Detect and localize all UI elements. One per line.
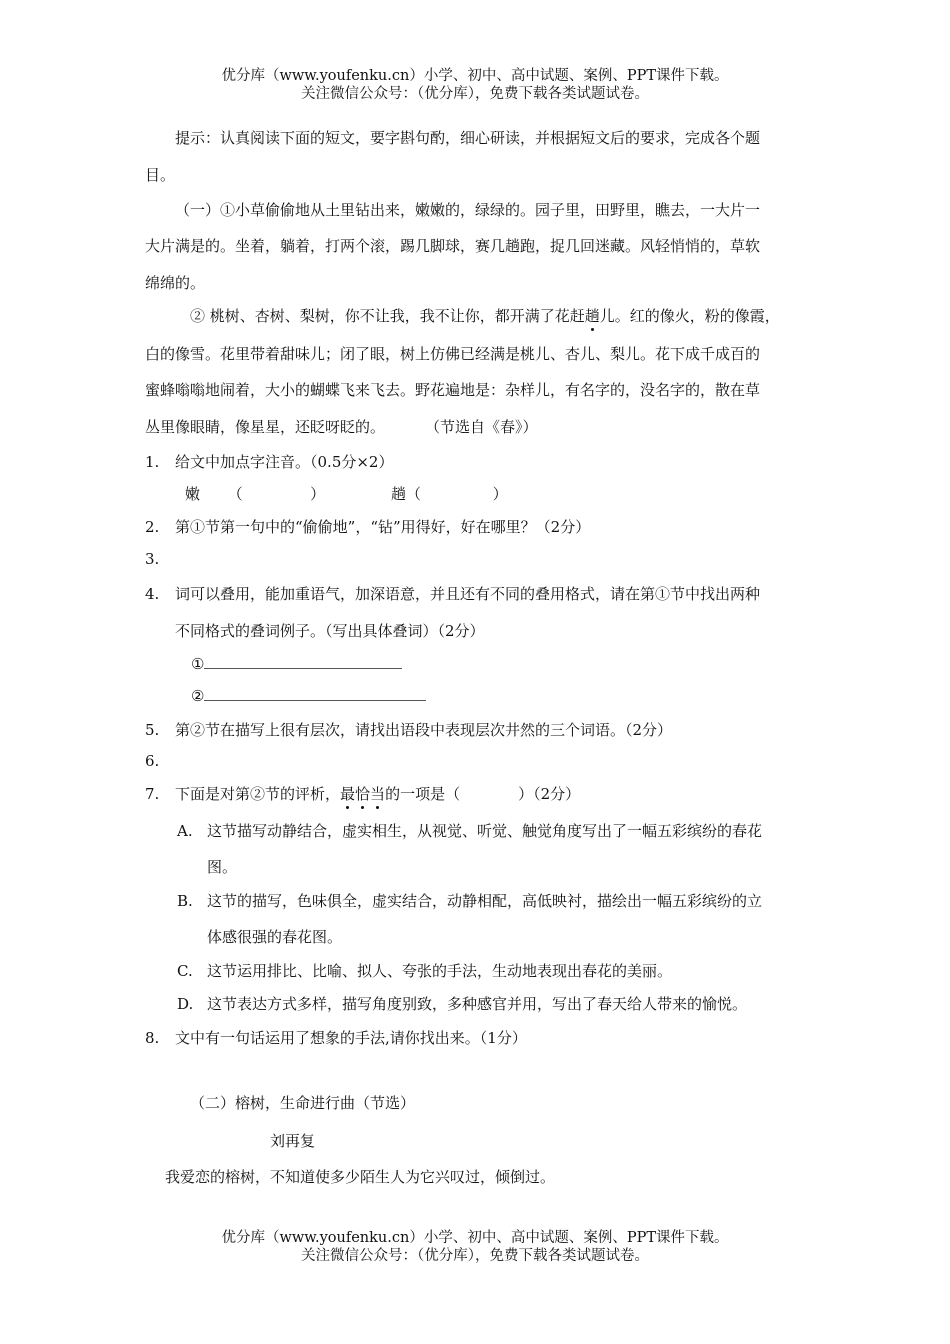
question-7-number: 7. [145, 785, 160, 803]
option-d [177, 993, 747, 1014]
question-5 [145, 719, 672, 740]
option-a-line2: 图。 [207, 858, 238, 876]
answer-b-marker: ② [191, 687, 205, 705]
passage1-p2-line4-text: 丛里像眼睛，像星星，还眨呀眨的。 [145, 418, 386, 436]
passage1-p1-line2: 大片满是的。坐着，躺着，打两个滚，踢几脚球，赛几趟跑，捉几回迷藏。风轻悄悄的，草软 [145, 237, 761, 255]
passage2-title: （二）榕树，生命进行曲（节选） [190, 1094, 416, 1112]
question-4-number: 4. [145, 585, 160, 603]
option-c [177, 960, 672, 981]
option-b-label: B. [177, 892, 193, 910]
blank-b-char: 趟 [391, 485, 407, 503]
question-7 [145, 783, 580, 804]
question-8-number: 8. [145, 1029, 160, 1047]
option-a [177, 820, 762, 841]
question-4-line1: 词可以叠用，能加重语气，加深语意，并且还有不同的叠用格式，请在第①节中找出两种 [175, 585, 761, 603]
dotted-char-tang: 趟 [584, 307, 600, 325]
option-d-label: D. [177, 995, 194, 1013]
question-6-number: 6. [145, 752, 160, 770]
question-3-number: 3. [145, 550, 160, 568]
question-1-text: 给文中加点字注音。（0.5分×2） [175, 453, 394, 471]
passage1-p2-line2: 白的像雪。花里带着甜味儿；闭了眼，树上仿佛已经满是桃儿、杏儿、梨儿。花下成千成百的 [145, 345, 761, 363]
question-7-text-c: ）（2分） [518, 785, 581, 803]
tip-line-1: 提示：认真阅读下面的短文，要字斟句酌，细心研读，并根据短文后的要求，完成各个题 [175, 129, 761, 147]
question-2-text: 第①节第一句中的“偷偷地”，“钻”用得好，好在哪里？（2分） [175, 518, 591, 536]
question-4-answer-a [191, 654, 402, 673]
option-d-line1: 这节表达方式多样，描写角度别致，多种感官并用，写出了春天给人带来的愉悦。 [207, 995, 748, 1013]
question-4 [145, 583, 760, 604]
question-5-number: 5. [145, 721, 160, 739]
question-1-blank-b [391, 483, 508, 504]
passage1-source: （节选自《春》） [425, 418, 538, 436]
option-b-line2: 体感很强的春花图。 [207, 928, 343, 946]
question-5-text: 第②节在描写上很有层次，请找出语段中表现层次井然的三个词语。（2分） [175, 721, 673, 739]
blank-a-close: ） [310, 485, 326, 503]
option-c-line1: 这节运用排比、比喻、拟人、夸张的手法，生动地表现出春花的美丽。 [207, 962, 673, 980]
dotted-char-qia: 恰 [355, 785, 371, 803]
question-7-text-b: 的一项是（ [385, 785, 461, 803]
passage1-p2-line1-a: ② 桃树、杏树、梨树，你不让我，我不让你，都开满了花赶 [190, 307, 585, 325]
question-2-number: 2. [145, 518, 160, 536]
question-4-answer-b [191, 686, 426, 705]
header-line-1: 优分库（www.youfenku.cn）小学、初中、高中试题、案例、PPT课件下载。 [221, 68, 729, 84]
blank-b-open: （ [406, 485, 422, 503]
dotted-char-dang: 当 [370, 785, 386, 803]
question-1 [145, 451, 393, 472]
option-b-line1: 这节的描写，色味俱全，虚实结合，动静相配，高低映衬，描绘出一幅五彩缤纷的立 [207, 892, 763, 910]
passage2-author: 刘再复 [270, 1132, 316, 1150]
question-6 [145, 752, 175, 770]
blank-b-close: ） [492, 485, 508, 503]
answer-a-line[interactable] [204, 654, 402, 669]
question-4-line2: 不同格式的叠词例子。（写出具体叠词）（2分） [175, 622, 485, 640]
passage1-p2-line4 [145, 416, 538, 437]
passage1-p1-line1: （一）①小草偷偷地从土里钻出来，嫩嫩的，绿绿的。园子里，田野里，瞧去，一大片一 [175, 201, 761, 219]
option-a-label: A. [177, 822, 193, 840]
question-8-text: 文中有一句话运用了想象的手法,请你找出来。（1分） [175, 1029, 527, 1047]
passage1-p1-line3: 绵绵的。 [145, 274, 206, 292]
question-7-text-a: 下面是对第②节的评析， [175, 785, 341, 803]
option-c-label: C. [177, 962, 193, 980]
passage2-line1: 我爱恋的榕树，不知道使多少陌生人为它兴叹过，倾倒过。 [165, 1168, 556, 1186]
answer-a-marker: ① [191, 655, 205, 673]
question-1-blank-a [185, 483, 325, 504]
option-a-line1: 这节描写动静结合，虚实相生，从视觉、听觉、触觉角度写出了一幅五彩缤纷的春花 [207, 822, 763, 840]
answer-b-line[interactable] [204, 686, 426, 701]
footer-line-2: 关注微信公众号：（优分库），免费下载各类试题试卷。 [301, 1248, 649, 1264]
option-b [177, 890, 762, 911]
header-line-2: 关注微信公众号：（优分库），免费下载各类试题试卷。 [301, 86, 649, 102]
question-2 [145, 516, 590, 537]
passage1-p2-line3: 蜜蜂嗡嗡地闹着，大小的蝴蝶飞来飞去。野花遍地是：杂样儿，有名字的，没名字的，散在草 [145, 381, 761, 399]
dotted-char-zui: 最 [340, 785, 356, 803]
question-3 [145, 550, 175, 568]
question-1-number: 1. [145, 453, 160, 471]
passage1-p2-line1 [190, 305, 780, 326]
question-8 [145, 1027, 527, 1048]
tip-line-2: 目。 [145, 166, 176, 184]
blank-a-char: 嫩 [185, 485, 201, 503]
passage1-p2-line1-b: 儿。红的像火，粉的像霞， [599, 307, 780, 325]
blank-a-open: （ [227, 485, 243, 503]
footer-line-1: 优分库（www.youfenku.cn）小学、初中、高中试题、案例、PPT课件下载。 [221, 1230, 729, 1246]
